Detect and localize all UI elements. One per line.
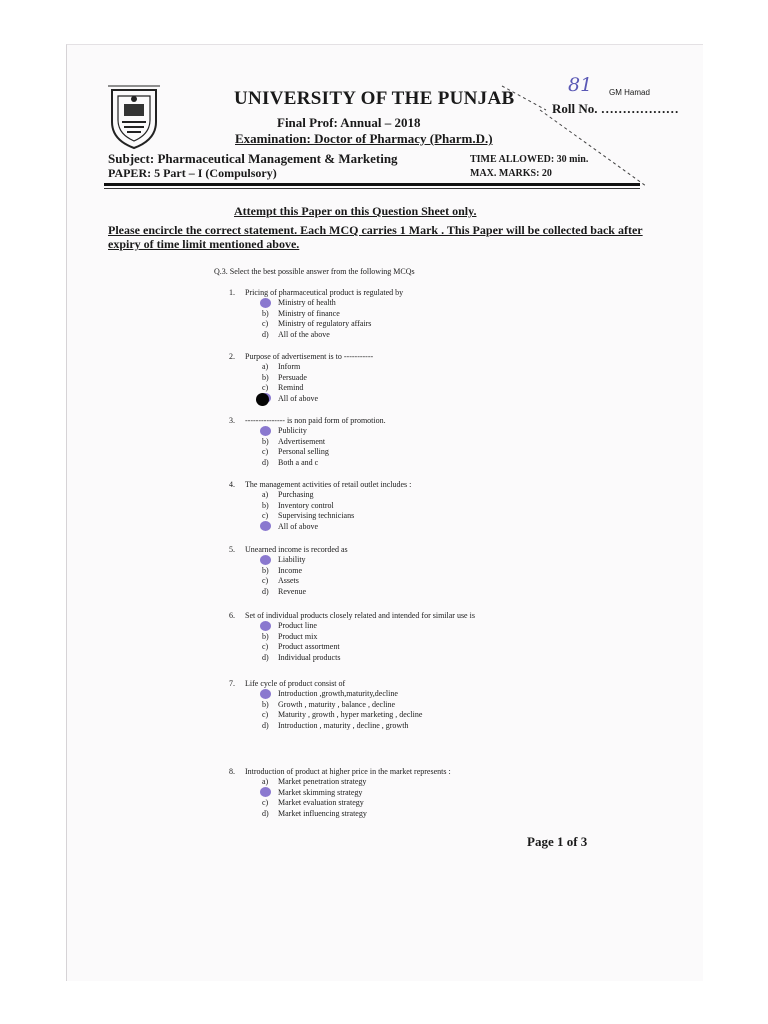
option-text[interactable]: Product line bbox=[278, 621, 317, 630]
option-text[interactable]: Both a and c bbox=[278, 457, 319, 467]
option-letter[interactable]: b) bbox=[262, 631, 269, 641]
max-marks: MAX. MARKS: 20 bbox=[470, 168, 552, 179]
option-text[interactable]: Assets bbox=[278, 576, 299, 585]
option-text[interactable]: Supervising technicians bbox=[278, 511, 355, 520]
header-rule-thick bbox=[104, 183, 640, 186]
answer-mark bbox=[260, 621, 271, 631]
option-letter[interactable]: c) bbox=[262, 511, 269, 520]
option-text[interactable]: Individual products bbox=[278, 652, 341, 662]
answer-mark bbox=[260, 689, 271, 699]
option-text[interactable]: Ministry of regulatory affairs bbox=[278, 319, 372, 328]
question-number: 7. bbox=[229, 679, 235, 688]
option-text[interactable]: Inventory control bbox=[278, 500, 334, 510]
question-number: 6. bbox=[229, 611, 235, 620]
option-text[interactable]: Introduction , maturity , decline , growth bbox=[278, 720, 409, 730]
option-letter[interactable]: c) bbox=[262, 383, 269, 392]
option-text[interactable]: Inform bbox=[278, 362, 301, 371]
option-letter[interactable]: d) bbox=[262, 720, 269, 730]
question-number: 3. bbox=[229, 416, 235, 425]
option-letter[interactable]: d) bbox=[262, 586, 269, 596]
question-intro: Q.3. Select the best possible answer from the following MCQs bbox=[214, 267, 415, 276]
option-text[interactable]: Product assortment bbox=[278, 642, 340, 651]
option-text[interactable]: Introduction ,growth,maturity,decline bbox=[278, 689, 398, 698]
option-text[interactable]: Market influencing strategy bbox=[278, 808, 367, 818]
option-text[interactable]: Remind bbox=[278, 383, 304, 392]
question-stem: Pricing of pharmaceutical product is regulated by bbox=[245, 288, 404, 297]
option-letter[interactable]: d) bbox=[262, 329, 269, 339]
page-number: Page 1 of 3 bbox=[527, 834, 588, 849]
option-letter[interactable]: c) bbox=[262, 319, 269, 328]
question-stem: Set of individual products closely related and intended for similar use is bbox=[245, 611, 475, 620]
option-text[interactable]: All of above bbox=[278, 521, 318, 531]
question-stem: Introduction of product at higher price in the market represents : bbox=[245, 767, 451, 776]
option-text[interactable]: Publicity bbox=[278, 426, 307, 435]
option-text[interactable]: Purchasing bbox=[278, 490, 314, 499]
answer-mark bbox=[260, 521, 271, 531]
question-stem: Unearned income is recorded as bbox=[245, 545, 348, 554]
option-letter[interactable]: a) bbox=[262, 362, 269, 371]
option-letter[interactable]: c) bbox=[262, 576, 269, 585]
handwritten-roll-number: 81 bbox=[568, 74, 593, 96]
option-letter[interactable]: d) bbox=[262, 457, 269, 467]
option-letter[interactable]: d) bbox=[262, 808, 269, 818]
roll-no-field: Roll No. ……………… bbox=[552, 101, 679, 116]
option-letter[interactable]: c) bbox=[262, 710, 269, 719]
option-text[interactable]: Personal selling bbox=[278, 447, 329, 456]
subject-line: Subject: Pharmaceutical Management & Marketing bbox=[108, 151, 398, 166]
exam-program: Examination: Doctor of Pharmacy (Pharm.D.) bbox=[235, 131, 493, 146]
option-text[interactable]: Market evaluation strategy bbox=[278, 798, 364, 807]
option-text[interactable]: Liability bbox=[278, 555, 306, 564]
encircle-instruction: Please encircle the correct statement. Each MCQ carries 1 Mark . This Paper will be collected back after expiry of time limit mentioned above. bbox=[108, 223, 643, 251]
option-letter[interactable]: b) bbox=[262, 372, 269, 382]
option-letter[interactable]: b) bbox=[262, 699, 269, 709]
black-answer-mark bbox=[256, 393, 269, 406]
option-text[interactable]: Income bbox=[278, 565, 302, 575]
option-letter[interactable]: b) bbox=[262, 308, 269, 318]
option-text[interactable]: Growth , maturity , balance , decline bbox=[278, 699, 396, 709]
option-letter[interactable]: a) bbox=[262, 490, 269, 499]
attempt-instruction: Attempt this Paper on this Question Sheet only. bbox=[234, 204, 477, 218]
university-crest-logo bbox=[104, 82, 164, 152]
option-text[interactable]: Market skimming strategy bbox=[278, 787, 363, 797]
question-stem: --------------- is non paid form of promotion. bbox=[245, 416, 386, 425]
answer-mark bbox=[260, 426, 271, 436]
question-number: 4. bbox=[229, 480, 235, 489]
question-stem: The management activities of retail outlet includes : bbox=[245, 480, 412, 489]
answer-mark bbox=[260, 787, 271, 797]
option-letter[interactable]: c) bbox=[262, 642, 269, 651]
option-text[interactable]: All of the above bbox=[278, 329, 330, 339]
question-number: 8. bbox=[229, 767, 235, 776]
answer-mark bbox=[260, 298, 271, 308]
option-text[interactable]: Revenue bbox=[278, 586, 306, 596]
handwritten-name: GM Hamad bbox=[609, 88, 650, 97]
university-title: UNIVERSITY OF THE PUNJAB bbox=[234, 88, 515, 109]
option-text[interactable]: Ministry of finance bbox=[278, 308, 340, 318]
option-letter[interactable]: d) bbox=[262, 652, 269, 662]
time-allowed: TIME ALLOWED: 30 min. bbox=[470, 154, 589, 165]
question-stem: Purpose of advertisement is to ----------- bbox=[245, 352, 374, 361]
option-letter[interactable]: c) bbox=[262, 798, 269, 807]
option-text[interactable]: Advertisement bbox=[278, 436, 326, 446]
header-rule-thin bbox=[104, 188, 640, 189]
paper-line: PAPER: 5 Part – I (Compulsory) bbox=[108, 166, 277, 180]
answer-mark bbox=[260, 555, 271, 565]
option-text[interactable]: All of above bbox=[278, 393, 318, 403]
option-letter[interactable]: b) bbox=[262, 436, 269, 446]
option-letter[interactable]: b) bbox=[262, 500, 269, 510]
option-letter[interactable]: b) bbox=[262, 565, 269, 575]
option-text[interactable]: Persuade bbox=[278, 372, 307, 382]
option-text[interactable]: Ministry of health bbox=[278, 298, 336, 307]
question-number: 1. bbox=[229, 288, 235, 297]
option-text[interactable]: Product mix bbox=[278, 631, 318, 641]
option-text[interactable]: Market penetration strategy bbox=[278, 777, 367, 786]
question-stem: Life cycle of product consist of bbox=[245, 679, 346, 688]
question-number: 5. bbox=[229, 545, 235, 554]
option-text[interactable]: Maturity , growth , hyper marketing , decline bbox=[278, 710, 423, 719]
question-number: 2. bbox=[229, 352, 235, 361]
exam-session: Final Prof: Annual – 2018 bbox=[277, 115, 421, 130]
option-letter[interactable]: a) bbox=[262, 777, 269, 786]
option-letter[interactable]: c) bbox=[262, 447, 269, 456]
